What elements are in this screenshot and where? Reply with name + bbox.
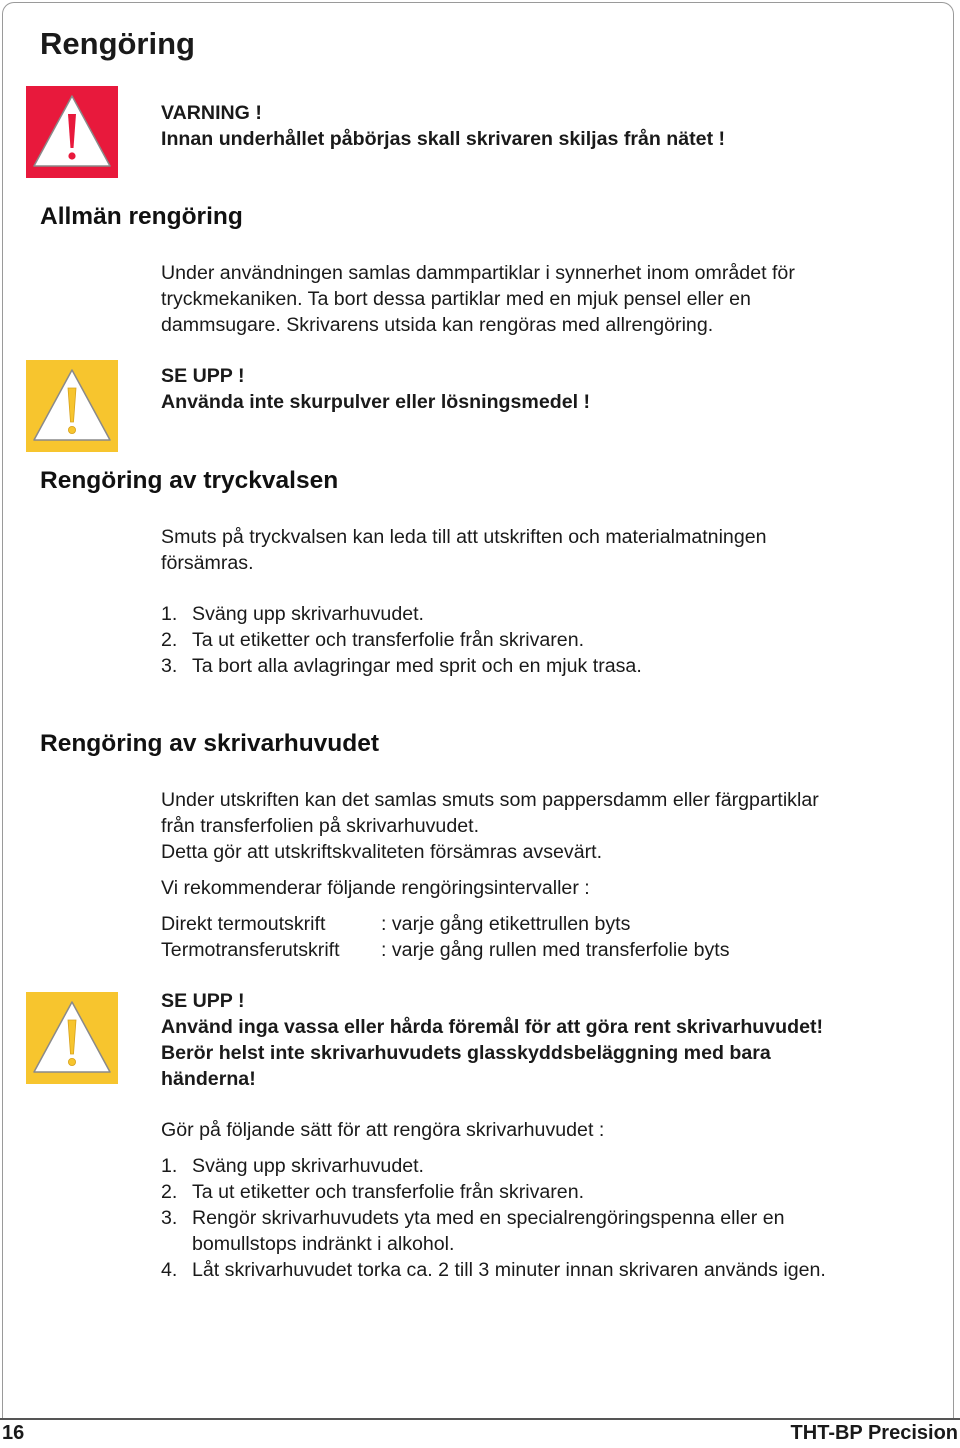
page-number: 16 <box>2 1422 25 1444</box>
page-title: Rengöring <box>40 26 195 61</box>
paragraph-line: försämras. <box>161 552 254 574</box>
paragraph-line: Smuts på tryckvalsen kan leda till att utskriften och materialmatningen <box>161 526 767 548</box>
product-name: THT-BP Precision <box>790 1422 958 1444</box>
section-heading-roller: Rengöring av tryckvalsen <box>40 467 339 494</box>
paragraph-line: Under utskriften kan det samlas smuts som pappersdamm eller färgpartiklar <box>161 789 819 811</box>
caution-title: SE UPP ! <box>161 365 245 387</box>
list-item: 3. Ta bort alla avlagringar med sprit och en mjuk trasa. <box>161 655 642 677</box>
paragraph-line: från transferfolien på skrivarhuvudet. <box>161 815 480 837</box>
procedure-intro: Gör på följande sätt för att rengöra skrivarhuvudet : <box>161 1119 605 1141</box>
table-row: Termotransferutskrift : varje gång rullen med transferfolie byts <box>161 939 730 961</box>
general-paragraph <box>161 260 921 338</box>
warning-text: Innan underhållet påbörjas skall skrivaren skiljas från nätet ! <box>161 128 726 150</box>
caution-text: Använd inga vassa eller hårda föremål för att göra rent skrivarhuvudet! <box>161 1016 824 1038</box>
interval-table <box>161 911 921 963</box>
caution-yellow-icon <box>26 992 118 1084</box>
list-item: 4. Låt skrivarhuvudet torka ca. 2 till 3 minuter innan skrivaren används igen. <box>161 1259 826 1281</box>
section-heading-printhead: Rengöring av skrivarhuvudet <box>40 730 380 757</box>
recommend-text: Vi rekommenderar följande rengöringsintervaller : <box>161 877 590 899</box>
caution-yellow-icon <box>26 360 118 452</box>
section-heading-general: Allmän rengöring <box>40 203 243 230</box>
list-item: 3. Rengör skrivarhuvudets yta med en specialrengöringspenna eller en bomullstops indränkt i alkohol. <box>161 1207 785 1255</box>
roller-paragraph <box>161 524 921 576</box>
warning-red-icon <box>26 86 118 178</box>
list-item: 2. Ta ut etiketter och transferfolie från skrivaren. <box>161 1181 585 1203</box>
printhead-paragraph <box>161 787 921 865</box>
paragraph-line: Detta gör att utskriftskvaliteten försämras avsevärt. <box>161 841 603 863</box>
list-item: 1. Sväng upp skrivarhuvudet. <box>161 1155 424 1177</box>
printhead-steps <box>161 1153 921 1283</box>
table-row: Direkt termoutskrift : varje gång etikettrullen byts <box>161 913 631 935</box>
list-item: 2. Ta ut etiketter och transferfolie från skrivaren. <box>161 629 585 651</box>
caution-block <box>161 988 921 1092</box>
caution-text: händerna! <box>161 1068 256 1090</box>
caution-text: Berör helst inte skrivarhuvudets glasskyddsbeläggning med bara <box>161 1042 771 1064</box>
list-item: 1. Sväng upp skrivarhuvudet. <box>161 603 424 625</box>
caution-text: Använda inte skurpulver eller lösningsmedel ! <box>161 391 591 413</box>
caution-title: SE UPP ! <box>161 990 245 1012</box>
paragraph-line: tryckmekaniken. Ta bort dessa partiklar med en mjuk pensel eller en <box>161 288 751 310</box>
paragraph-line: dammsugare. Skrivarens utsida kan rengöras med allrengöring. <box>161 314 714 336</box>
roller-steps <box>161 601 921 679</box>
paragraph-line: Under användningen samlas dammpartiklar i synnerhet inom området för <box>161 262 795 284</box>
footer-rule <box>0 1418 960 1420</box>
warning-title: VARNING ! <box>161 102 262 124</box>
